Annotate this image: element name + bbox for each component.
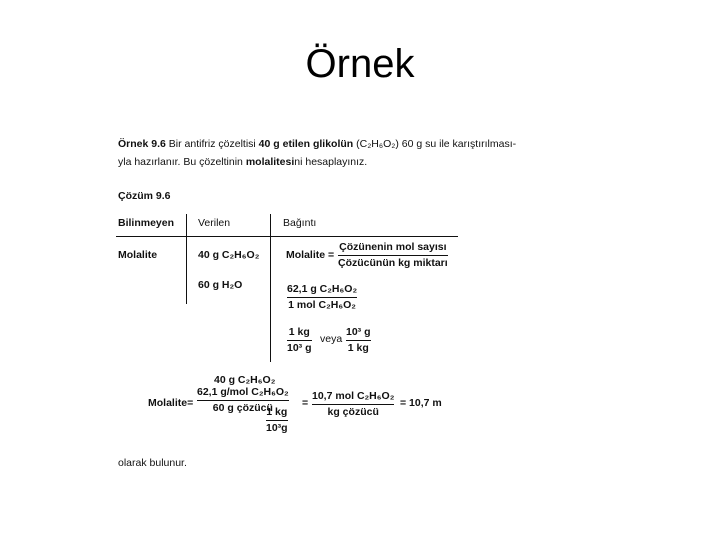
problem-text-2c: ni hesaplayınız.	[294, 156, 368, 168]
calc-result-num: 10,7 mol C₂H₆O₂	[312, 390, 395, 402]
conclusion-text: olarak bulunur.	[118, 457, 187, 469]
problem-text-1d: (C₂H₆O₂) 60 g su ile karıştırılması-	[356, 138, 517, 150]
molar-mass-denominator: 1 mol C₂H₆O₂	[288, 299, 356, 311]
problem-solute: etilen glikolün	[282, 138, 354, 150]
conversion-or: veya	[320, 333, 343, 345]
header-relation: Bağıntı	[283, 217, 317, 229]
calc-grams: 10³g	[266, 422, 288, 434]
calc-kg-fraction	[266, 406, 288, 435]
conversion-left	[287, 326, 312, 355]
fraction-bar	[287, 297, 357, 298]
relation-label: Molalite =	[286, 249, 335, 261]
table-divider-1	[186, 214, 187, 304]
problem-mass: 40 g	[258, 138, 280, 150]
calc-equals: =	[302, 397, 309, 409]
conversion-right-num: 10³ g	[346, 326, 371, 338]
problem-label: Örnek 9.6	[118, 138, 166, 150]
calc-bottom: 60 g çözücü	[212, 402, 273, 414]
calc-result-fraction	[312, 390, 394, 419]
given-solute: 40 g C₂H₆O₂	[198, 249, 260, 261]
calc-label: Molalite=	[148, 397, 194, 409]
conversion-right	[346, 326, 371, 355]
slide-title: Örnek	[305, 42, 415, 86]
conversion-left-den: 10³ g	[287, 342, 312, 354]
calc-kg: 1 kg	[266, 406, 288, 418]
problem-text-1a: Bir antifriz çözeltisi	[168, 138, 256, 150]
fraction-bar	[338, 255, 448, 256]
table-divider-2	[270, 214, 271, 362]
problem-line-1	[118, 138, 516, 151]
molar-mass-numerator: 62,1 g C₂H₆O₂	[287, 283, 358, 295]
fraction-bar	[346, 340, 371, 341]
calc-result: = 10,7 m	[400, 397, 442, 409]
conversion-right-den: 1 kg	[347, 342, 369, 354]
given-water: 60 g H₂O	[198, 279, 243, 291]
relation-fraction	[338, 241, 448, 270]
unknown-molality: Molalite	[118, 249, 158, 261]
table-header-rule	[116, 236, 458, 237]
calc-top: 40 g C₂H₆O₂	[214, 374, 276, 386]
problem-text-2a: yla hazırlanır. Bu çözeltinin	[118, 156, 243, 168]
calc-result-den: kg çözücü	[327, 406, 379, 418]
fraction-bar	[312, 404, 394, 405]
calc-molar-mass: 62,1 g/mol C₂H₆O₂	[197, 386, 289, 398]
relation-denominator: Çözücünün kg miktarı	[338, 257, 448, 269]
fraction-bar	[266, 420, 288, 421]
relation-numerator: Çözünenin mol sayısı	[339, 241, 447, 253]
problem-molality: molalitesi	[245, 156, 295, 168]
fraction-bar	[197, 400, 289, 401]
problem-line-2	[118, 156, 367, 169]
conversion-left-num: 1 kg	[288, 326, 310, 338]
molar-mass-fraction	[287, 283, 357, 312]
header-unknown: Bilinmeyen	[118, 217, 175, 229]
fraction-bar	[287, 340, 312, 341]
solution-label: Çözüm 9.6	[118, 190, 171, 202]
header-given: Verilen	[198, 217, 231, 229]
